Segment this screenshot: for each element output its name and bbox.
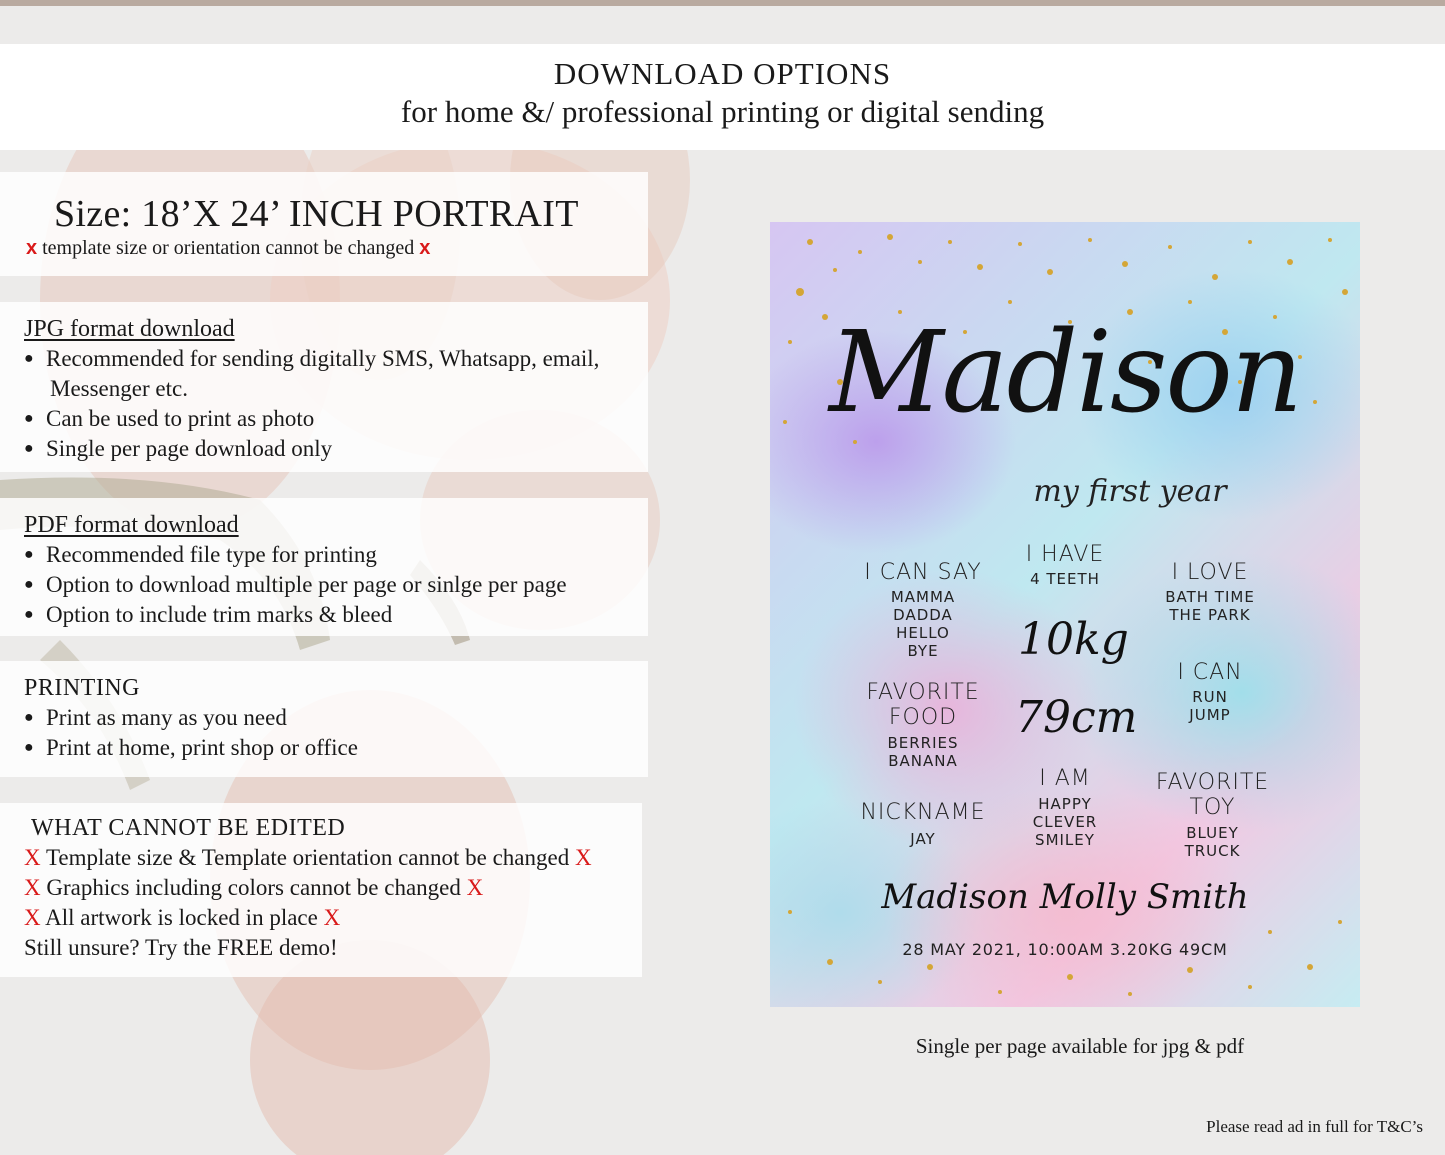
nickname-heading: NICKNAME — [860, 800, 986, 825]
x-mark-icon: x — [419, 237, 431, 259]
i-am-item: CLEVER — [1032, 813, 1098, 831]
favorite-food-heading: FOOD — [888, 705, 958, 730]
can-block — [1150, 660, 1270, 724]
bullet-item — [24, 703, 648, 733]
favorite-toy-item: BLUEY — [1186, 824, 1239, 842]
poster-subtitle: my first year — [1033, 474, 1227, 509]
header-title: DOWNLOAD OPTIONS — [553, 56, 892, 91]
love-item: BATH TIME — [1165, 588, 1255, 606]
free-demo-text: Still unsure? Try the FREE demo! — [24, 935, 338, 960]
size-note — [26, 236, 648, 260]
restriction-line — [24, 873, 642, 903]
poster-full-name: Madison Molly Smith — [881, 877, 1249, 917]
can-say-block — [848, 560, 998, 660]
x-mark-icon: X — [24, 875, 41, 900]
bullet-item — [24, 344, 648, 374]
favorite-toy-block — [1140, 770, 1285, 860]
x-mark-icon: X — [574, 845, 592, 870]
restriction-text: Template size & Template orientation cannot be changed — [45, 845, 570, 870]
bullet-text: Single per page download only — [46, 436, 333, 461]
bullet-icon: ● — [24, 440, 34, 457]
favorite-toy-item: TRUCK — [1184, 842, 1241, 860]
can-say-item: BYE — [907, 642, 939, 660]
have-item: 4 TEETH — [1030, 570, 1100, 588]
bullet-item — [24, 733, 648, 763]
bullet-icon: ● — [24, 410, 34, 427]
x-mark-icon: X — [24, 905, 41, 930]
poster-caption: Single per page available for jpg & pdf — [915, 1034, 1245, 1058]
favorite-food-heading: FAVORITE — [866, 680, 980, 705]
favorite-toy-heading: TOY — [1189, 795, 1236, 820]
have-heading: I HAVE — [1025, 542, 1105, 567]
can-item: JUMP — [1189, 706, 1231, 724]
nickname-item: JAY — [910, 830, 936, 848]
bullet-icon: ● — [24, 739, 34, 756]
pdf-section-title: PDF format download — [24, 512, 239, 538]
poster-name: Madison — [828, 308, 1301, 438]
restriction-text: Graphics including colors cannot be changed — [46, 875, 461, 900]
size-note-text: template size or orientation cannot be changed — [42, 237, 415, 259]
printing-section — [0, 661, 648, 777]
can-heading: I CAN — [1177, 660, 1243, 685]
love-block — [1140, 560, 1280, 624]
restriction-line — [24, 843, 642, 873]
favorite-food-block — [848, 680, 998, 770]
weight-value: 10kg — [1018, 614, 1129, 665]
can-say-item: DADDA — [893, 606, 953, 624]
bullet-text: Print at home, print shop or office — [46, 735, 358, 760]
can-item: RUN — [1192, 688, 1228, 706]
can-say-item: MAMMA — [890, 588, 956, 606]
jpg-format-section — [0, 302, 648, 472]
favorite-toy-heading: FAVORITE — [1155, 770, 1270, 795]
can-say-heading: I CAN SAY — [864, 560, 982, 585]
bullet-item — [24, 434, 648, 464]
cannot-edit-title: WHAT CANNOT BE EDITED — [31, 815, 346, 841]
bullet-text: Option to download multiple per page or sinlge per page — [46, 572, 567, 597]
height-value: 79cm — [1015, 692, 1138, 743]
i-am-item: HAPPY — [1038, 795, 1092, 813]
love-heading: I LOVE — [1171, 560, 1249, 585]
bullet-item — [24, 570, 648, 600]
bullet-text: Recommended for sending digitally SMS, Whatsapp, email, — [46, 346, 600, 371]
poster-birth-details: 28 MAY 2021, 10:00AM 3.20KG 49CM — [902, 940, 1228, 959]
poster-preview — [770, 222, 1360, 1007]
bullet-icon: ● — [24, 350, 34, 367]
size-title: Size: 18’X 24’ INCH PORTRAIT — [54, 193, 579, 235]
i-am-item: SMILEY — [1035, 831, 1095, 849]
header-subtitle: for home &/ professional printing or digital sending — [400, 94, 1045, 129]
pdf-format-section — [0, 498, 648, 636]
bullet-icon: ● — [24, 709, 34, 726]
bullet-text: Recommended file type for printing — [46, 542, 377, 567]
terms-footnote: Please read ad in full for T&C’s — [1206, 1117, 1423, 1136]
bullet-text: Print as many as you need — [46, 705, 287, 730]
nickname-block — [848, 800, 998, 848]
size-panel — [0, 172, 648, 276]
download-options-header — [0, 44, 1445, 150]
restriction-line — [24, 903, 642, 933]
bullet-text: Option to include trim marks & bleed — [46, 602, 393, 627]
favorite-food-item: BANANA — [888, 752, 958, 770]
favorite-food-item: BERRIES — [887, 734, 959, 752]
x-mark-icon: X — [323, 905, 341, 930]
i-am-block — [1000, 766, 1130, 849]
x-mark-icon: x — [26, 237, 38, 259]
jpg-section-title: JPG format download — [24, 316, 235, 342]
bullet-continuation: Messenger etc. — [50, 376, 188, 401]
bullet-icon: ● — [24, 606, 34, 623]
can-say-item: HELLO — [896, 624, 950, 642]
cannot-edit-section — [0, 803, 642, 977]
printing-section-title: PRINTING — [24, 675, 140, 701]
bullet-item — [24, 540, 648, 570]
x-mark-icon: X — [24, 845, 41, 870]
love-item: THE PARK — [1169, 606, 1251, 624]
have-block — [1000, 542, 1130, 588]
bullet-text: Can be used to print as photo — [46, 406, 315, 431]
bullet-item — [24, 600, 648, 630]
bullet-item — [24, 404, 648, 434]
bullet-icon: ● — [24, 546, 34, 563]
i-am-heading: I AM — [1039, 766, 1091, 791]
restriction-text: All artwork is locked in place — [45, 905, 318, 930]
x-mark-icon: X — [466, 875, 484, 900]
bullet-icon: ● — [24, 576, 34, 593]
